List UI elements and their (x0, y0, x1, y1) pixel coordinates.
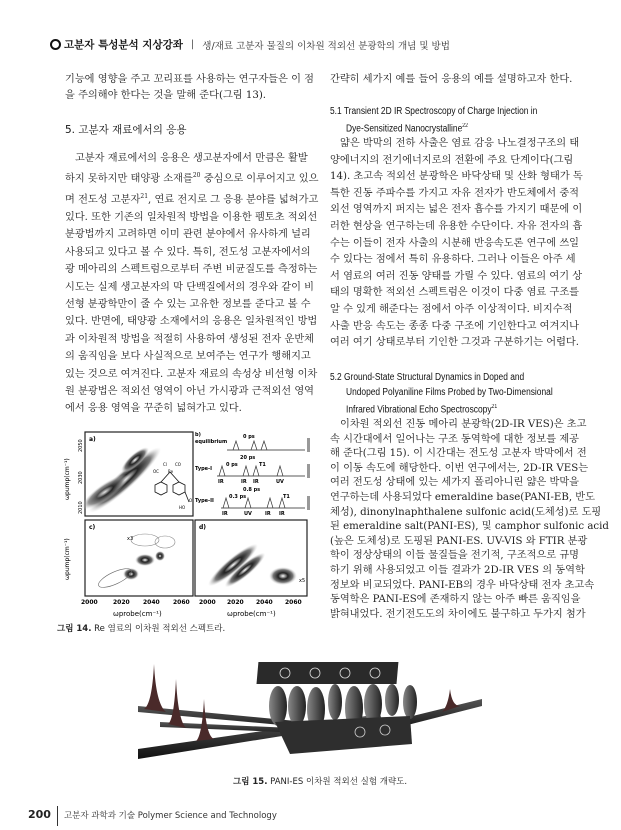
panel-b-pulse-sequences (195, 432, 310, 517)
text-line: 있는 것으로 여겨진다. 고분자 재료의 속성상 비선형 이차 (65, 368, 318, 380)
delay-label: T1 (259, 462, 266, 468)
tick-label: 2000 (199, 599, 216, 606)
atom-label: CO (175, 462, 181, 467)
text-line: 여러 전도성 상태에 있는 세가지 폴리아니린 얇은 박막을 (330, 477, 580, 489)
left-intro (65, 72, 315, 103)
text-line: 을 주의해야 한다는 것을 말해 준다(그림 13). (65, 89, 267, 101)
delay-label: 0.8 ps (243, 487, 261, 493)
tick-label: 2040 (256, 599, 273, 606)
right-intro: 간략히 세가지 예를 들어 응용의 예를 설명하고자 한다. (330, 74, 573, 85)
circle-bullet-icon (50, 39, 61, 50)
atom-label: Re (168, 469, 174, 474)
text-line: 수 있다는 점에서 특히 유용하다. 그러나 이들은 아주 세 (330, 254, 576, 266)
pulse-label: IR (218, 479, 224, 485)
atom-label: Cl (163, 462, 167, 467)
text-line: 이차원 적외선 진동 메아리 분광학(2D-IR VES)은 초고 (340, 419, 587, 430)
text-line (65, 188, 319, 209)
text-span: 며 전도성 고분자 (65, 194, 141, 206)
panel-label: b) (195, 432, 201, 438)
text-line: 원 분광법은 적외선 영역이 아닌 가시광과 근적외선 영역 (65, 386, 315, 398)
section-5-1-heading (330, 104, 568, 134)
sequence-label: Type-II (195, 498, 214, 504)
pulse-label: IR (222, 511, 228, 517)
text-line: 14). 초고속 적외선 분광학은 바닥상태 및 산화 형태가 독 (330, 171, 583, 183)
heading-line: Undoped Polyaniline Films Probed by Two-Dimensional (346, 387, 553, 398)
text-span: 중심으로 이루어지고 있으 (203, 173, 319, 185)
heading-text: Dye-Sensitized Nanocrystalline (346, 123, 463, 135)
text-line: (높은 도체성)로 도핑된 PANI-ES. UV-VIS 와 FTIR 분광 (330, 535, 588, 547)
sequence-label: equilibrium (195, 439, 228, 445)
text-line: 하기 위해 사용되었고 이들 결과가 2D-IR VES 의 동역학 (330, 564, 585, 576)
tick-label: 2010 (78, 501, 84, 514)
heading-line (346, 119, 468, 134)
tick-label: 2020 (113, 599, 130, 606)
text-line: 있다. 반면에, 태양광 소재에서의 응용은 일차원적인 방법 (65, 316, 318, 328)
panel-c (64, 520, 193, 618)
text-line: 의 움직임을 보다 사실적으로 보여주는 연구가 행해지고 (65, 351, 311, 363)
caption-text: PANI-ES 이차원 적외선 실험 개략도. (270, 777, 408, 787)
axis-label: ωprobe(cm⁻¹) (227, 610, 276, 618)
text-line: 알 수 있게 해준다는 점에서 아주 이상적이다. 비지수적 (330, 303, 573, 315)
text-line: 이 이동 속도에 해당한다. 이번 연구에서는, 2D-IR VES는 (330, 462, 589, 474)
caption-label: 그림 15. (233, 777, 268, 787)
series-title: 고분자 특성분석 지상강좌 (64, 39, 183, 51)
text-line: 수는 이들이 전자 사출의 시분해 반응속도론 연구에 쓰일 (330, 237, 580, 249)
text-line: 속 시간대에서 일어나는 구조 동역학에 대한 정보를 제공 (330, 433, 580, 445)
tick-label: 2030 (78, 471, 84, 484)
text-line: 있다. 또한 기존의 일차원적 방법을 이용한 펨토초 적외선 (65, 212, 318, 223)
reference: 21 (140, 193, 149, 201)
contour-peak (269, 567, 297, 585)
contour-peak (135, 554, 155, 566)
section-5-1-body (330, 136, 583, 352)
header-separator: | (190, 39, 195, 50)
text-line: 광 메아리의 스펙트럼으로부터 주변 비균질도를 측정하는 (65, 264, 318, 276)
heading-line: 5.2 Ground-State Structural Dynamics in Doped and (330, 372, 525, 383)
text-line: 기능에 영향을 주고 꼬리표를 사용하는 연구자들은 이 점 (65, 74, 315, 85)
reference: 20 (192, 172, 201, 180)
tick-label: 2060 (285, 599, 302, 606)
atom-label: OC (153, 469, 159, 474)
panel-label: c) (89, 524, 96, 531)
contour-peak (155, 551, 165, 561)
tick-label: 2000 (81, 599, 98, 606)
figure-14 (55, 430, 317, 620)
text-span: 하지 못하지만 태양광 소재를 (65, 173, 193, 185)
panel-a (64, 432, 193, 519)
heading-line: 5.1 Transient 2D IR Spectroscopy of Charge Injection in (330, 106, 538, 117)
text-line: 밝혀내었다. 전기전도도의 차이에도 불구하고 두가지 첨가 (330, 608, 586, 620)
article-title: 생/재료 고분자 물질의 이차원 적외선 분광학의 개념 및 방법 (202, 40, 450, 52)
delay-label: 0 ps (226, 462, 238, 468)
page-footer (28, 808, 277, 826)
text-line: 분광법까지 고려하면 이미 관련 분야에서 유사하게 널리 (65, 229, 311, 241)
delay-label: 20 ps (240, 455, 256, 461)
section-5-body (65, 150, 319, 418)
pulse-label: UV (276, 479, 284, 485)
delay-label: 0.3 ps (229, 494, 247, 500)
caption-label: 그림 14. (57, 624, 92, 634)
delay-label: 0 ps (243, 434, 255, 440)
heading-text: Infrared Vibrational Echo Spectroscopy (346, 404, 492, 416)
text-line: 사출 반응 속도는 종종 다중 구조에 기인한다고 여겨지나 (330, 320, 580, 332)
pulse-label: IR (265, 511, 271, 517)
text-line: 과 이차원적 방법을 적절히 사용하여 생성된 전자 운반체 (65, 333, 315, 345)
scale-label: x3 (127, 536, 134, 542)
axis-label: ωpump(cm⁻¹) (64, 458, 71, 500)
text-line: 동역학은 PANI-ES에 존재하지 않는 아주 빠른 움직임을 (330, 594, 581, 606)
text-line: 태의 명확한 적외선 스펙트럼은 이것이 다중 염료 구조를 (330, 287, 580, 299)
polymer-chain-bottom (275, 716, 412, 754)
text-line: 서 염료의 여러 진동 양태를 가릴 수 있다. 염료의 여기 상 (330, 270, 583, 282)
tick-label: 2040 (143, 599, 160, 606)
atom-label: HO (179, 505, 186, 510)
text-line: 양에너지의 전기에너지로의 전환에 주요 단계이다(그림 (330, 154, 574, 166)
polymer-chain-top (257, 662, 399, 684)
panel-label: a) (89, 436, 96, 443)
text-line: 정보와 비교되었다. PANI-EB의 경우 바닥상태 전자 초고속 (330, 579, 595, 591)
tick-label: 2020 (227, 599, 244, 606)
pulse-envelope (144, 664, 166, 712)
text-line: 학이 정상상태의 이들 물질들을 전기적, 구조적으로 규명 (330, 550, 580, 562)
pulse-label: IR (253, 479, 259, 485)
reference: 22 (462, 123, 468, 129)
text-line: 연구하는데 사용되었다 emeraldine base(PANI-EB, 반도 (330, 491, 595, 503)
text-line: 러한 현상을 연구하는데 유용한 수단이다. 자유 전자의 흡 (330, 220, 583, 232)
footer-divider (57, 806, 58, 826)
text-line: 특한 진동 주파수를 가지고 자유 전자가 반도체에서 중적 (330, 187, 580, 199)
figure-14-caption (57, 622, 225, 634)
pulse-envelope (196, 699, 214, 741)
pulse-label: IR (279, 511, 285, 517)
pulse-envelope (168, 679, 186, 728)
text-line: 에서 응용 영역을 꾸준히 넓혀가고 있다. (65, 403, 242, 415)
figure-15-illustration (130, 644, 490, 764)
heading-line (346, 400, 497, 415)
section-5-heading: 5. 고분자 재료에서의 응용 (65, 124, 187, 136)
text-line: 외선 영역까지 퍼지는 넓은 전자 흡수를 가지기 때문에 이 (330, 204, 583, 216)
panel-d (195, 520, 307, 618)
section-5-2-body (330, 418, 609, 622)
pulse-label: UV (244, 511, 252, 517)
axis-label: ωprobe(cm⁻¹) (113, 610, 162, 618)
text-line: 선형 분광학만이 줄 수 있는 고유한 정보를 준다고 볼 수 (65, 299, 311, 311)
figure-15-caption (233, 775, 407, 787)
pulse-label: IR (241, 479, 247, 485)
page-number: 200 (28, 808, 51, 821)
reference: 21 (491, 404, 498, 410)
text-line: 얇은 박막의 전하 사출은 염료 감응 나노결정구조의 태 (340, 138, 580, 149)
text-line: 시도는 실제 생고분자의 막 단백질에서의 경우와 같이 비 (65, 281, 315, 293)
running-header (50, 37, 450, 52)
text-line: 여러 여기 상태로부터 기인한 그것과 구분하기는 어렵다. (330, 337, 580, 349)
tick-label: 2050 (78, 439, 84, 452)
panel-label: d) (199, 524, 207, 531)
atom-label: O (189, 498, 193, 503)
text-span: , 연료 전지로 그 응용 분야를 넓혀가고 (148, 194, 319, 206)
delay-label: T1 (283, 494, 290, 500)
text-line: 해 준다(그림 15). 이 시간대는 전도성 고분자 박막에서 전 (330, 448, 587, 460)
section-5-2-heading (330, 370, 568, 415)
text-line: 사용되고 있다고 볼 수 있다. 특히, 전도성 고분자에서의 (65, 246, 311, 258)
scale-label: x5 (299, 578, 306, 584)
caption-text: Re 염료의 이차원 적외선 스펙트라. (94, 624, 226, 634)
tick-label: 2060 (173, 599, 190, 606)
text-line: 고분자 재료에서의 응용은 생고분자에서 만큼은 활발 (75, 153, 308, 164)
sequence-label: Type-I (195, 466, 212, 472)
text-line (65, 167, 319, 188)
axis-label: ωpump(cm⁻¹) (64, 538, 71, 580)
text-line: 체성), dinonylnaphthalene sulfonic acid(도체성)로 도핑 (330, 506, 602, 518)
text-line: 된 emeraldine salt(PANI-ES), 및 camphor sulfonic acid (330, 521, 609, 533)
journal-name: 고분자 과학과 기술 Polymer Science and Technology (63, 811, 277, 821)
